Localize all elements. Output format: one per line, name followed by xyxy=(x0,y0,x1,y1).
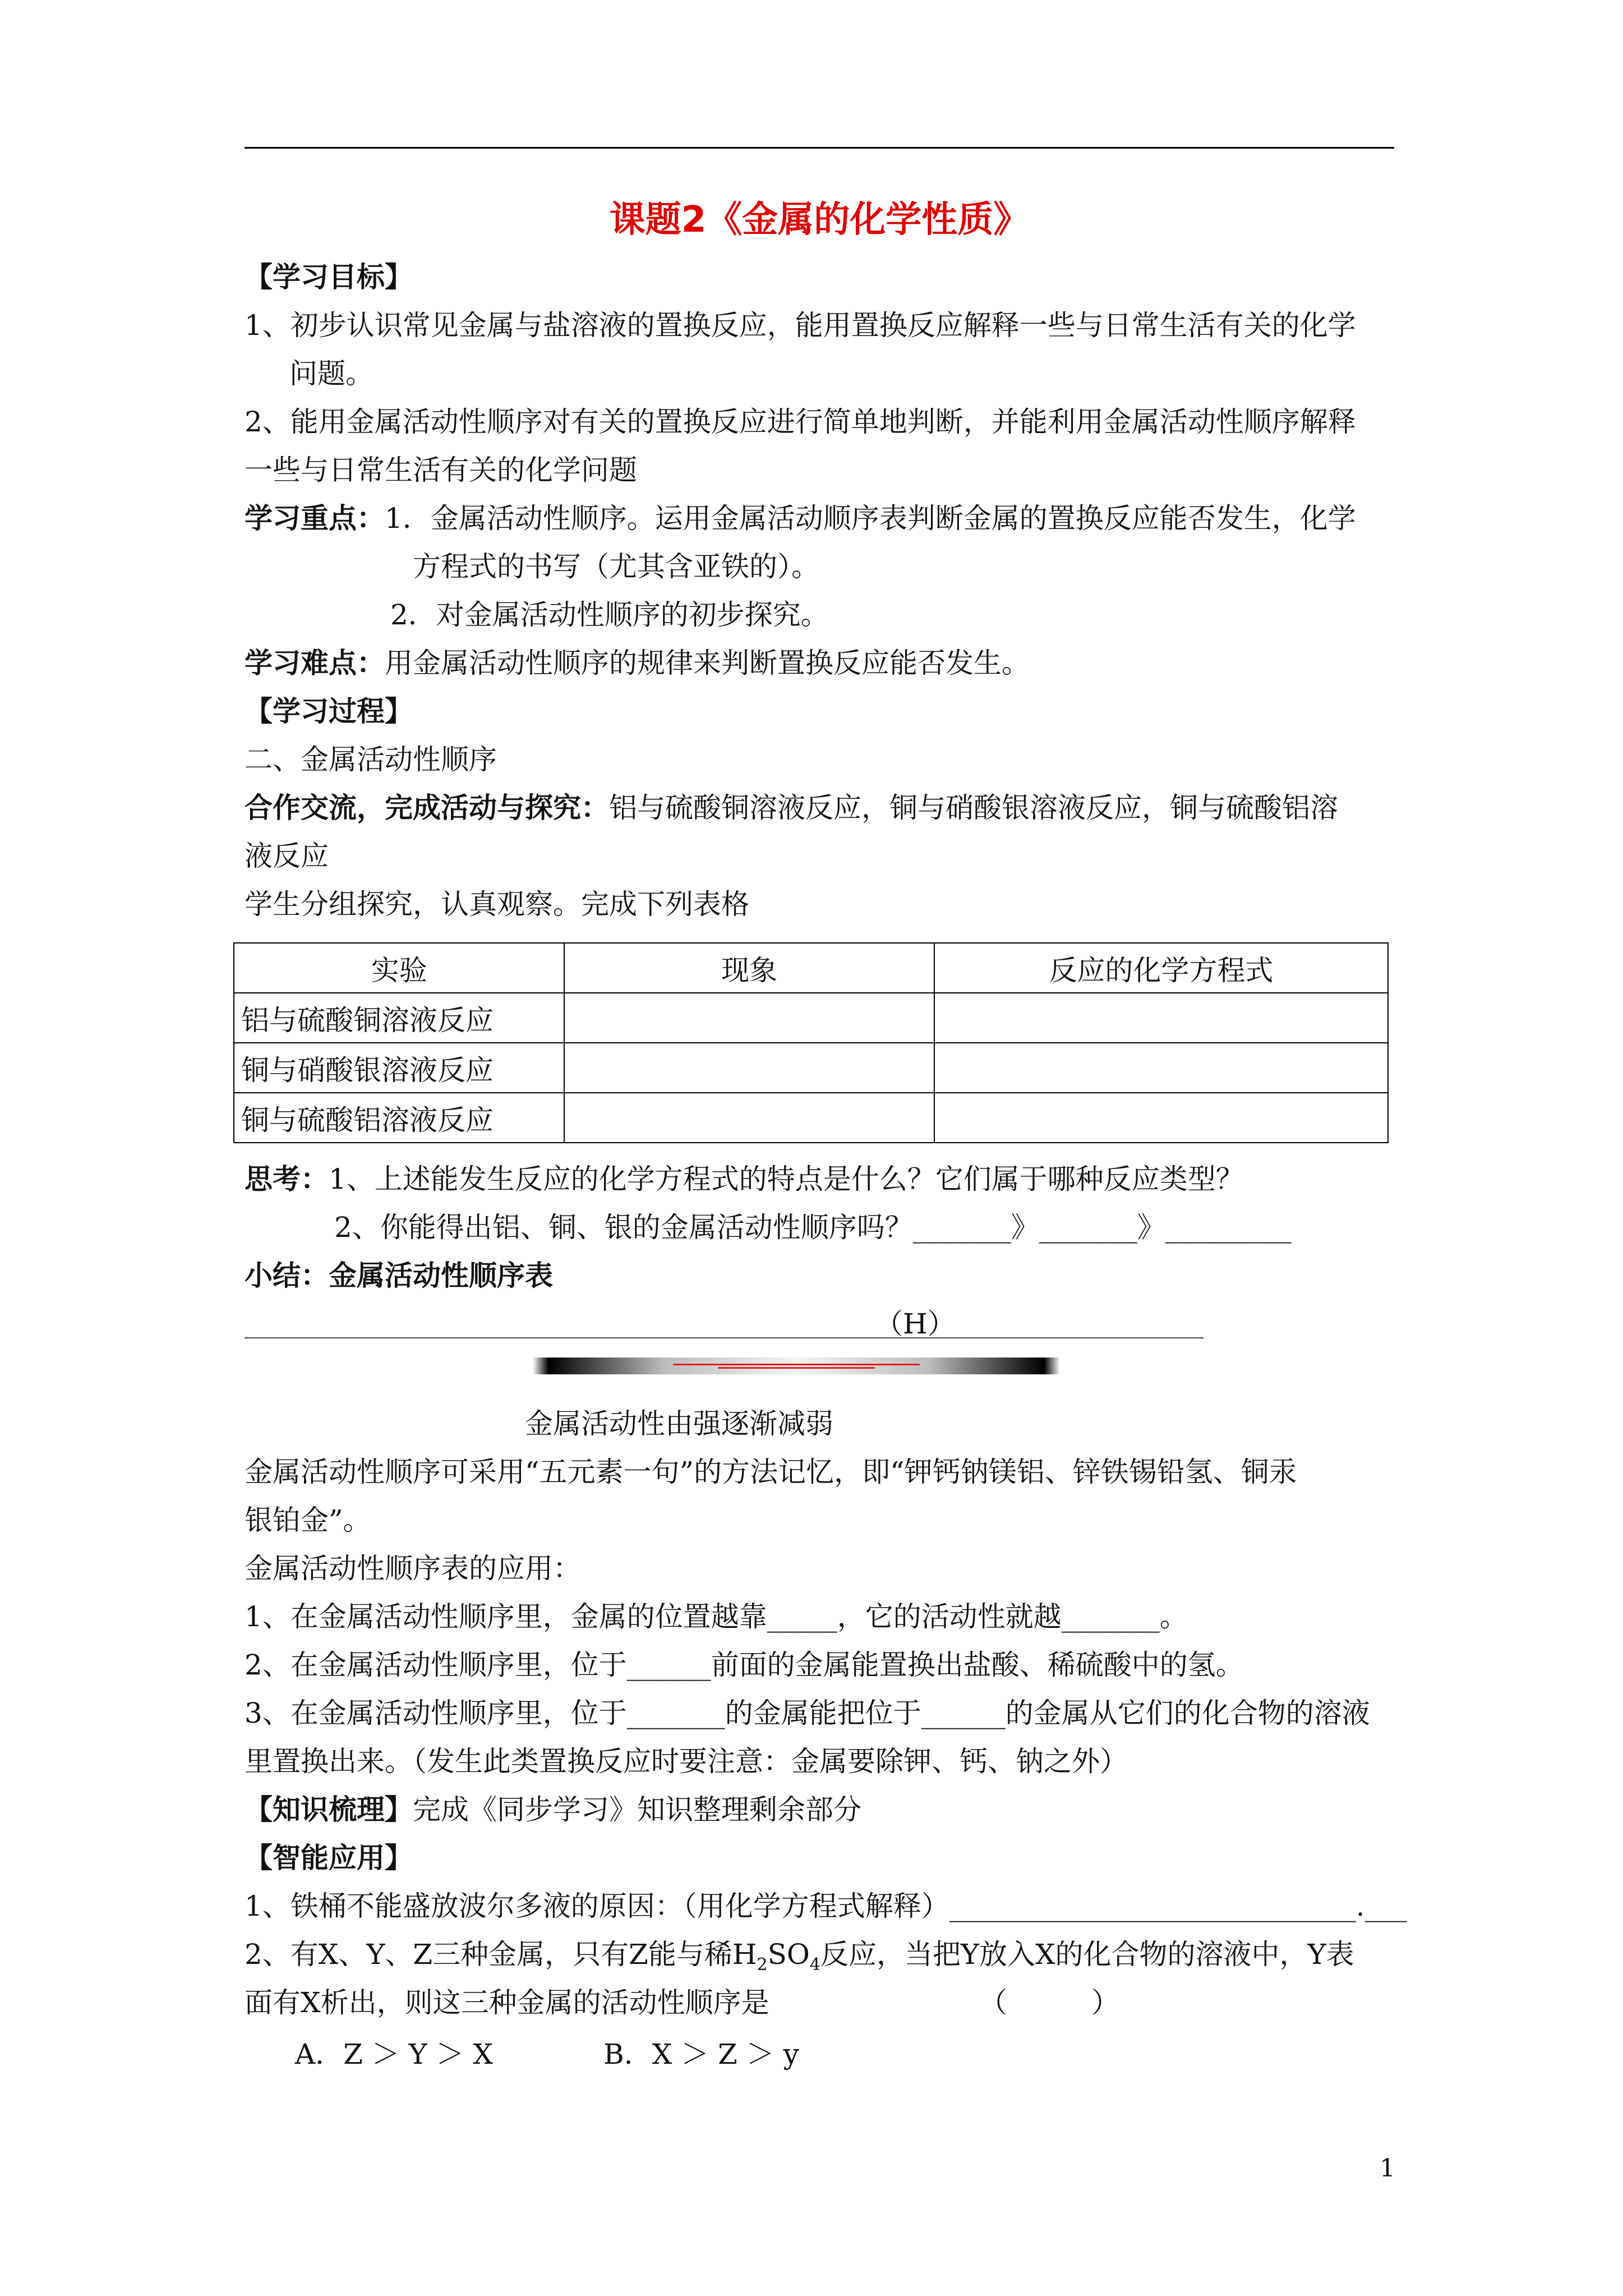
equation-cell[interactable] xyxy=(934,1093,1388,1143)
cooperation-label: 合作交流，完成活动与探究： xyxy=(245,792,609,824)
header-rule xyxy=(245,147,1394,149)
experiment-name-cell: 铜与硫酸铝溶液反应 xyxy=(234,1093,564,1143)
smart-application-heading: 【智能应用】 xyxy=(245,1842,413,1874)
objective-2-line-1: 2、能用金属活动性顺序对有关的置换反应进行简单地判断，并能利用金属活动性顺序解释 xyxy=(245,406,1356,438)
subscript-4: 4 xyxy=(809,1955,820,1975)
table-row xyxy=(234,993,1388,1043)
knowledge-text: 完成《同步学习》知识整理剩余部分 xyxy=(413,1793,861,1826)
difficulty-label: 学习难点： xyxy=(245,647,385,679)
application-2: 2、在金属活动性顺序里，位于______前面的金属能置换出盐酸、稀硫酸中的氢。 xyxy=(245,1649,1244,1681)
experiment-name-cell: 铜与硝酸银溶液反应 xyxy=(234,1043,564,1093)
objectives-heading: 【学习目标】 xyxy=(245,261,413,293)
experiment-table xyxy=(233,942,1389,1143)
table-header-row xyxy=(234,943,1388,993)
key-point-1: 1．金属活动性顺序。运用金属活动顺序表判断金属的置换反应能否发生，化学 xyxy=(385,502,1356,535)
cooperation-line xyxy=(245,790,1338,826)
application-3-line-2: 里置换出来。（发生此类置换反应时要注意：金属要除钾、钙、钠之外） xyxy=(245,1745,1128,1778)
phenomenon-cell[interactable] xyxy=(564,993,934,1043)
phenomenon-cell[interactable] xyxy=(564,1093,934,1143)
application-heading: 金属活动性顺序表的应用： xyxy=(245,1552,581,1585)
experiment-name-cell: 铝与硫酸铜溶液反应 xyxy=(234,993,564,1043)
think-label: 思考： xyxy=(245,1163,329,1195)
hydrogen-label: （H） xyxy=(875,1308,956,1340)
option-a[interactable]: A．Z ＞ Y ＞ X xyxy=(295,2038,494,2070)
page-number: 1 xyxy=(1380,2154,1395,2183)
question-2-text-end: 反应，当把Y放入X的化合物的溶液中，Y表 xyxy=(820,1938,1354,1971)
cooperation-text-continued: 液反应 xyxy=(245,840,329,872)
arrow-highlight xyxy=(673,1364,920,1365)
cooperation-text: 铝与硫酸铜溶液反应，铜与硝酸银溶液反应，铜与硫酸铝溶 xyxy=(609,792,1338,824)
question-2-line-2: 面有X析出，则这三种金属的活动性顺序是 xyxy=(245,1986,769,2019)
question-2-text-start: 2、有X、Y、Z三种金属，只有Z能与稀H xyxy=(245,1938,757,1971)
objective-1-line-2: 问题。 xyxy=(289,357,374,390)
table-header-cell: 实验 xyxy=(234,943,564,993)
group-instruction: 学生分组探究，认真观察。完成下列表格 xyxy=(245,888,749,921)
question-2-line-1 xyxy=(245,1936,1354,1983)
table-header-cell: 现象 xyxy=(564,943,934,993)
table-row xyxy=(234,1043,1388,1093)
key-points-line-1 xyxy=(245,500,1356,536)
mnemonic-line-1: 金属活动性顺序可采用“五元素一句”的方法记忆，即“钾钙钠镁铝、锌铁锡铅氢、铜汞 xyxy=(245,1456,1297,1488)
question-1: 1、铁桶不能盛放波尔多液的原因：（用化学方程式解释）_____________________________.___ xyxy=(245,1890,1407,1922)
process-heading: 【学习过程】 xyxy=(245,695,413,728)
subscript-2: 2 xyxy=(757,1955,768,1975)
knowledge-line xyxy=(245,1792,861,1828)
think-question-1: 1、上述能发生反应的化学方程式的特点是什么？它们属于哪种反应类型？ xyxy=(329,1163,1244,1195)
difficulty-text: 用金属活动性顺序的规律来判断置换反应能否发生。 xyxy=(385,647,1030,679)
equation-cell[interactable] xyxy=(934,993,1388,1043)
application-1: 1、在金属活动性顺序里，金属的位置越靠_____，它的活动性就越_______。 xyxy=(245,1600,1188,1633)
objective-2-line-2: 一些与日常生活有关的化学问题 xyxy=(245,454,637,486)
difficulty-line xyxy=(245,645,1030,681)
summary-label: 小结：金属活动性顺序表 xyxy=(245,1259,553,1292)
objective-1-line-1: 1、初步认识常见金属与盐溶液的置换反应，能用置换反应解释一些与日常生活有关的化学 xyxy=(245,309,1356,342)
key-point-2: 2．对金属活动性顺序的初步探究。 xyxy=(390,599,829,631)
key-point-1-continued: 方程式的书写（尤其含亚铁的）。 xyxy=(413,550,819,583)
think-line-1 xyxy=(245,1161,1244,1197)
question-2-formula: SO xyxy=(767,1938,810,1971)
activity-arrow-bar xyxy=(533,1358,1060,1374)
option-b[interactable]: B．X ＞ Z ＞ y xyxy=(603,2038,799,2070)
knowledge-label: 【知识梳理】 xyxy=(245,1793,413,1826)
think-question-2: 2、你能得出铝、铜、银的金属活动性顺序吗？_______》_______》_________ xyxy=(334,1211,1292,1244)
arrow-highlight xyxy=(718,1367,875,1369)
table-header-cell: 反应的化学方程式 xyxy=(934,943,1388,993)
table-row xyxy=(234,1093,1388,1143)
equation-cell[interactable] xyxy=(934,1043,1388,1093)
activity-series-blank[interactable] xyxy=(245,1337,1204,1338)
answer-parentheses[interactable]: （ ） xyxy=(979,1986,1119,2019)
page-title: 课题2《金属的化学性质》 xyxy=(609,199,1030,241)
application-3-line-1: 3、在金属活动性顺序里，位于_______的金属能把位于______的金属从它们的化合物的溶液 xyxy=(245,1697,1370,1729)
phenomenon-cell[interactable] xyxy=(564,1043,934,1093)
mnemonic-line-2: 银铂金”。 xyxy=(245,1504,371,1536)
section-2-heading: 二、金属活动性顺序 xyxy=(245,743,497,776)
activity-caption: 金属活动性由强逐渐减弱 xyxy=(525,1407,833,1440)
key-points-label: 学习重点： xyxy=(245,502,385,535)
